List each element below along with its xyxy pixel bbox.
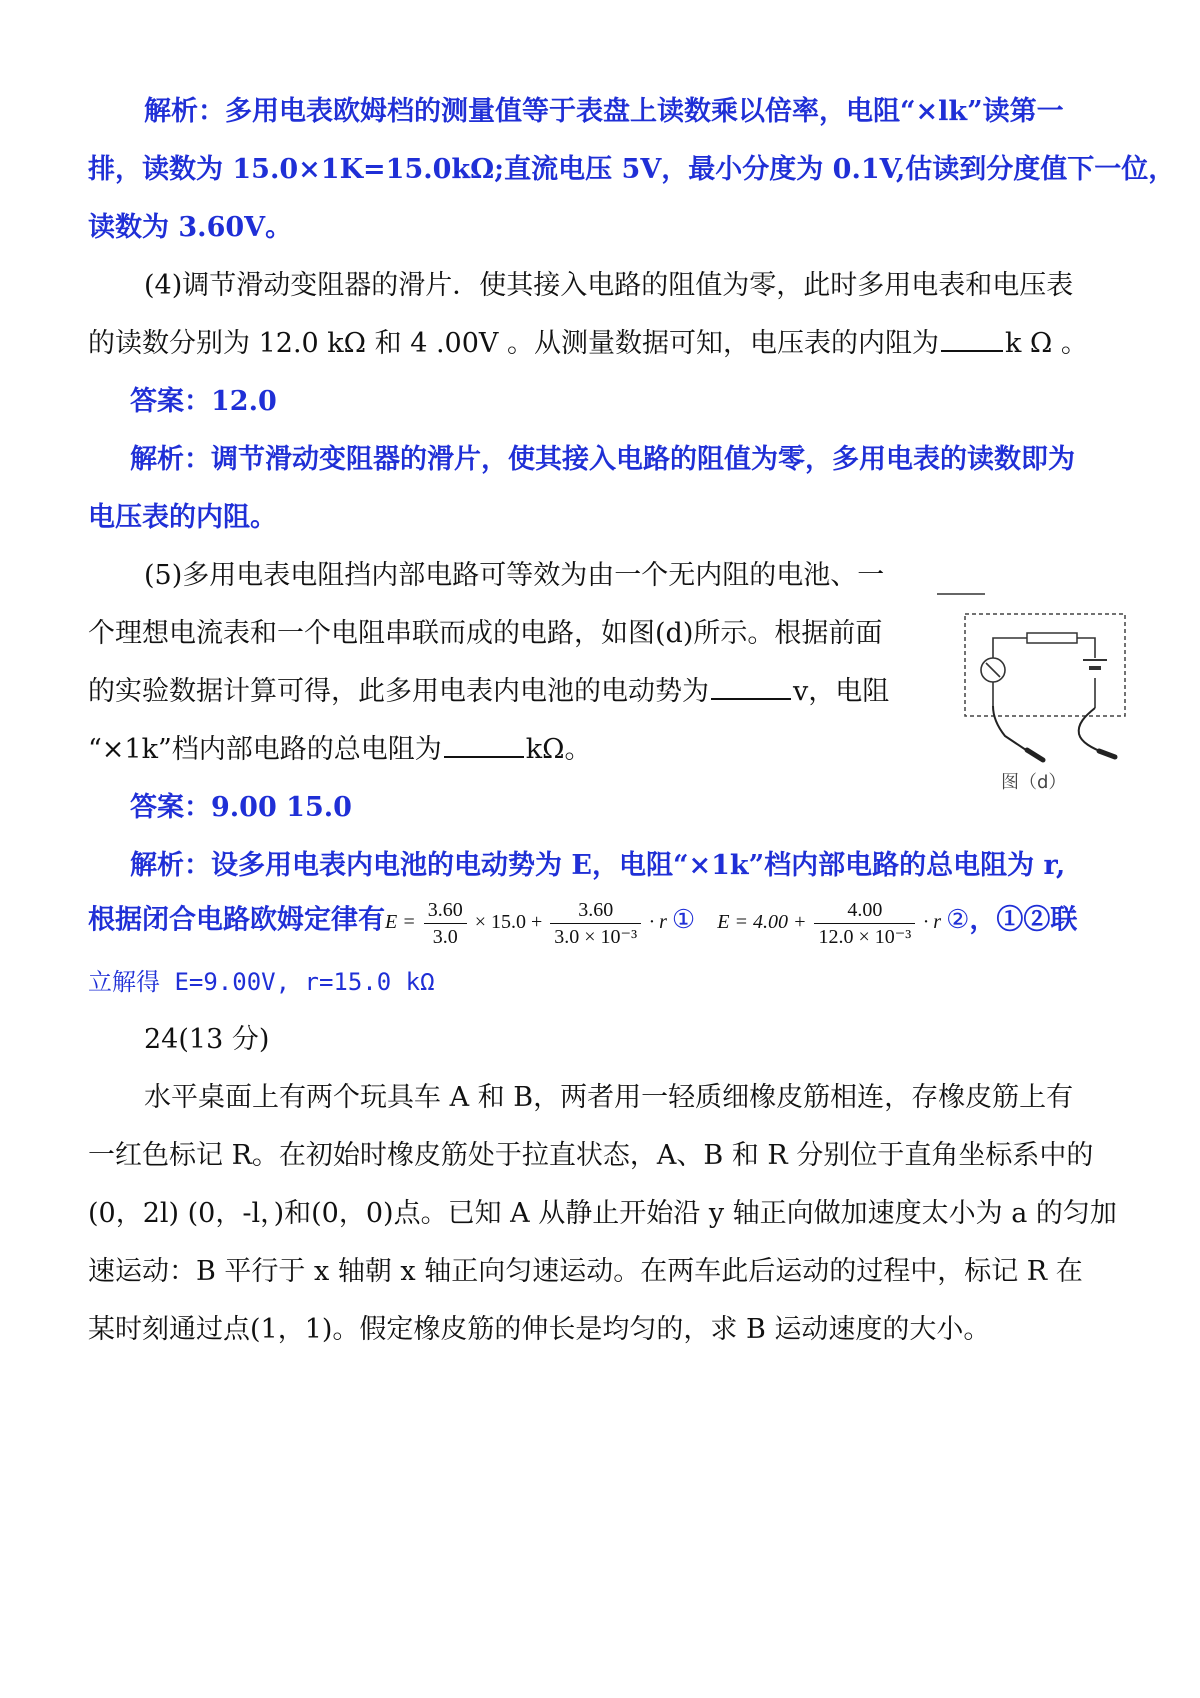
eq2-fraction	[814, 897, 915, 950]
q5-line-4-text: “×1k”档内部电路的总电阻为	[88, 734, 442, 765]
eq1-middle: × 15.0 +	[474, 911, 543, 933]
battery-icon	[1083, 660, 1107, 668]
eq1-f2-denominator: 3.0 × 10⁻³	[554, 925, 638, 948]
q5-line-3	[88, 672, 918, 712]
q5-analysis-3: 立解得 E=9.00V, r=15.0 kΩ	[88, 968, 435, 996]
analysis-line-2: 排，读数为 15.0×1K=15.0kΩ;直流电压 5V，最小分度为 0.1V,估读到分度值下一位，	[88, 154, 1176, 185]
eq1-tail: · r	[649, 911, 667, 933]
q5-answer: 答案：9.00 15.0	[130, 792, 352, 823]
q24-line-4: 速运动：B 平行于 x 轴朝 x 轴正向匀速运动。在两车此后运动的过程中，标记 R 在	[88, 1256, 1083, 1287]
analysis-suffix: ，①②联	[969, 904, 1078, 936]
q5-line-3-text: 的实验数据计算可得，此多用电表内电池的电动势为	[88, 676, 709, 707]
eq2-lhs: E = 4.00 +	[717, 911, 807, 933]
q4-answer: 答案：12.0	[130, 386, 277, 417]
eq1-marker: ①	[671, 905, 696, 934]
q5-line-1: (5)多用电表电阻挡内部电路可等效为由一个无内阻的电池、一	[144, 560, 885, 591]
circuit-wires	[993, 638, 1095, 708]
analysis-prefix: 根据闭合电路欧姆定律有	[88, 904, 385, 936]
eq1-lhs: E =	[385, 911, 416, 933]
q24-line-5: 某时刻通过点(1，1)。假定橡皮筋的伸长是均匀的，求 B 运动速度的大小。	[88, 1314, 991, 1345]
q5-line-2: 个理想电流表和一个电阻串联而成的电路，如图(d)所示。根据前面	[88, 618, 883, 649]
ammeter-icon	[981, 658, 1005, 682]
equation-1	[385, 884, 695, 958]
q5-analysis-1: 解析：设多用电表内电池的电动势为 E，电阻“×1k”档内部电路的总电阻为 r,	[130, 850, 1066, 881]
eq1-f1-numerator: 3.60	[424, 897, 467, 924]
answer-blank	[941, 349, 1003, 352]
eq2-denominator: 12.0 × 10⁻³	[818, 925, 912, 948]
eq2-marker: ②	[946, 905, 970, 934]
probe-tips	[1027, 750, 1115, 760]
resistor-icon	[1027, 633, 1077, 643]
eq1-f2-numerator: 3.60	[550, 897, 641, 924]
eq1-fraction-1	[424, 897, 467, 950]
eq1-f1-denominator: 3.0	[432, 925, 458, 948]
q4-line-2-text: 的读数分别为 12.0 kΩ 和 4 .00V 。从测量数据可知，电压表的内阻为	[88, 328, 939, 359]
q4-analysis-2: 电压表的内阻。	[88, 502, 277, 533]
resistance-blank	[444, 755, 524, 758]
eq2-tail: · r	[923, 911, 942, 933]
figure-label: 图（d）	[1001, 772, 1067, 793]
test-leads	[993, 706, 1107, 756]
q24-line-1: 水平桌面上有两个玩具车 A 和 B，两者用一轻质细橡皮筋相连，存橡皮筋上有	[144, 1082, 1074, 1113]
q4-line-2	[88, 324, 1124, 364]
eq1-fraction-2	[550, 897, 641, 950]
equation-2	[717, 884, 969, 958]
q24-heading: 24(13 分)	[144, 1024, 270, 1055]
q4-line-2-unit: k Ω 。	[1004, 328, 1088, 359]
q5-line-3-unit: v，电阻	[793, 676, 890, 707]
q4-line-1: (4)调节滑动变阻器的滑片．使其接入电路的阻值为零，此时多用电表和电压表	[144, 270, 1074, 301]
analysis-line-3: 读数为 3.60V。	[88, 212, 293, 243]
eq2-numerator: 4.00	[814, 897, 915, 924]
analysis-line-1: 解析：多用电表欧姆档的测量值等于表盘上读数乘以倍率，电阻“×lk”读第一	[144, 96, 1064, 127]
q5-analysis-2	[88, 884, 1124, 956]
emf-blank	[711, 697, 791, 700]
circuit-figure-d	[935, 588, 1135, 798]
q5-line-4-unit: kΩ。	[525, 734, 592, 765]
q24-line-2: 一红色标记 R。在初始时橡皮筋处于拉直状态，A、B 和 R 分别位于直角坐标系中的	[88, 1140, 1094, 1171]
q4-analysis-1: 解析：调节滑动变阻器的滑片，使其接入电路的阻值为零，多用电表的读数即为	[130, 444, 1075, 475]
q5-line-4	[88, 730, 918, 770]
q24-line-3: (0，2l) (0，-l，)和(0，0)点。已知 A 从静止开始沿 y 轴正向做加速度太小为 a 的匀加	[88, 1198, 1117, 1229]
